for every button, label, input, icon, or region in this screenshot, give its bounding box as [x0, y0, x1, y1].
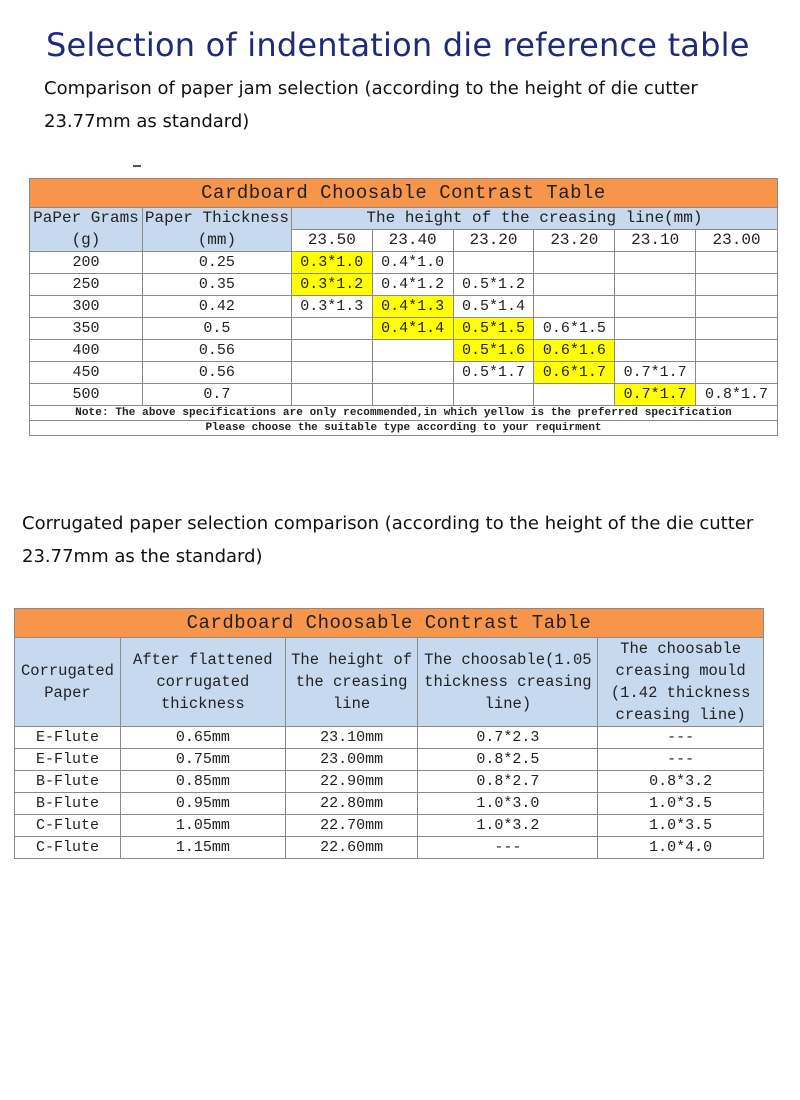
choosable-142-cell: 1.0*3.5 [598, 815, 764, 837]
spec-cell: 0.4*1.0 [372, 252, 453, 274]
choosable-105-cell: 1.0*3.2 [418, 815, 598, 837]
table-row [30, 252, 778, 274]
spec-cell [372, 384, 453, 406]
stray-dash [133, 165, 141, 167]
spec-cell [534, 296, 615, 318]
spec-cell [696, 252, 778, 274]
table-row [15, 815, 764, 837]
header-choosable-105: The choosable(1.05 thickness creasing line) [418, 638, 598, 727]
creasing-height-cell: 22.90mm [285, 771, 418, 793]
spec-cell: 0.7*1.7 [615, 362, 696, 384]
spec-cell [696, 318, 778, 340]
header-thickness: Paper Thickness [142, 208, 291, 230]
flute-type-cell: C-Flute [15, 837, 121, 859]
header-thickness-unit: (mm) [142, 230, 291, 252]
creasing-height-cell: 23.10mm [285, 727, 418, 749]
creasing-height-cell: 23.00mm [285, 749, 418, 771]
choosable-105-cell: 0.8*2.7 [418, 771, 598, 793]
spec-cell: 0.3*1.3 [291, 296, 372, 318]
choosable-142-cell: 1.0*4.0 [598, 837, 764, 859]
header-creasing-height: The height of the creasing line [285, 638, 418, 727]
grams-cell: 450 [30, 362, 143, 384]
thickness-cell: 0.25 [142, 252, 291, 274]
spec-cell: 0.5*1.2 [453, 274, 534, 296]
thickness-cell: 0.42 [142, 296, 291, 318]
flute-type-cell: B-Flute [15, 793, 121, 815]
grams-cell: 350 [30, 318, 143, 340]
spec-cell [291, 318, 372, 340]
header-choosable-142: The choosable creasing mould (1.42 thickness creasing line) [598, 638, 764, 727]
table-row [15, 837, 764, 859]
preferred-spec-cell: 0.5*1.6 [453, 340, 534, 362]
cardboard-contrast-table [29, 178, 778, 436]
grams-cell: 400 [30, 340, 143, 362]
choosable-142-cell: 0.8*3.2 [598, 771, 764, 793]
spec-cell [615, 318, 696, 340]
spec-cell: 0.4*1.2 [372, 274, 453, 296]
spec-cell [453, 384, 534, 406]
grams-cell: 250 [30, 274, 143, 296]
corrugated-contrast-table [14, 608, 764, 859]
table-row [30, 318, 778, 340]
spec-cell [696, 274, 778, 296]
preferred-spec-cell: 0.4*1.3 [372, 296, 453, 318]
table-row [30, 296, 778, 318]
preferred-spec-cell: 0.5*1.5 [453, 318, 534, 340]
thickness-cell: 0.5 [142, 318, 291, 340]
flattened-thickness-cell: 0.95mm [120, 793, 285, 815]
spec-cell [291, 362, 372, 384]
table-note: Note: The above specifications are only recommended,in which yellow is the preferred specification [30, 406, 778, 421]
header-height: 23.20 [534, 230, 615, 252]
header-height: 23.40 [372, 230, 453, 252]
table-row [15, 793, 764, 815]
preferred-spec-cell: 0.4*1.4 [372, 318, 453, 340]
choosable-105-cell: 0.7*2.3 [418, 727, 598, 749]
choosable-142-cell: 1.0*3.5 [598, 793, 764, 815]
preferred-spec-cell: 0.6*1.7 [534, 362, 615, 384]
table-row [30, 340, 778, 362]
table-caption: Cardboard Choosable Contrast Table [15, 609, 764, 638]
spec-cell [615, 252, 696, 274]
flattened-thickness-cell: 0.75mm [120, 749, 285, 771]
spec-cell: 0.8*1.7 [696, 384, 778, 406]
creasing-height-cell: 22.70mm [285, 815, 418, 837]
choosable-142-cell: --- [598, 749, 764, 771]
choosable-105-cell: 0.8*2.5 [418, 749, 598, 771]
preferred-spec-cell: 0.7*1.7 [615, 384, 696, 406]
thickness-cell: 0.35 [142, 274, 291, 296]
spec-cell: 0.6*1.5 [534, 318, 615, 340]
header-grams-unit: (g) [30, 230, 143, 252]
thickness-cell: 0.56 [142, 362, 291, 384]
spec-cell [696, 362, 778, 384]
table-row [15, 771, 764, 793]
creasing-height-cell: 22.60mm [285, 837, 418, 859]
table-note-2: Please choose the suitable type according to your requirment [30, 421, 778, 436]
spec-cell [291, 384, 372, 406]
header-flattened-thickness: After flattened corrugated thickness [120, 638, 285, 727]
spec-cell: 0.5*1.7 [453, 362, 534, 384]
spec-cell: 0.5*1.4 [453, 296, 534, 318]
table-caption: Cardboard Choosable Contrast Table [30, 179, 778, 208]
grams-cell: 300 [30, 296, 143, 318]
header-height: 23.10 [615, 230, 696, 252]
flattened-thickness-cell: 1.05mm [120, 815, 285, 837]
section1-subtitle: Comparison of paper jam selection (according to the height of die cutter 23.77mm as standard) [44, 78, 698, 132]
table-row [15, 727, 764, 749]
choosable-142-cell: --- [598, 727, 764, 749]
spec-cell [534, 384, 615, 406]
table-row [15, 749, 764, 771]
preferred-spec-cell: 0.6*1.6 [534, 340, 615, 362]
choosable-105-cell: --- [418, 837, 598, 859]
header-grams: PaPer Grams [30, 208, 143, 230]
thickness-cell: 0.7 [142, 384, 291, 406]
spec-cell [615, 274, 696, 296]
spec-cell [696, 296, 778, 318]
thickness-cell: 0.56 [142, 340, 291, 362]
table-row [30, 274, 778, 296]
grams-cell: 500 [30, 384, 143, 406]
grams-cell: 200 [30, 252, 143, 274]
spec-cell [534, 252, 615, 274]
flute-type-cell: E-Flute [15, 727, 121, 749]
header-corrugated-paper: Corrugated Paper [15, 638, 121, 727]
header-height: 23.50 [291, 230, 372, 252]
header-height-group: The height of the creasing line(mm) [291, 208, 777, 230]
section2-subtitle: Corrugated paper selection comparison (according to the height of the die cutter 23.77mm as the standard) [22, 513, 754, 567]
choosable-105-cell: 1.0*3.0 [418, 793, 598, 815]
page-title: Selection of indentation die reference table [46, 26, 750, 64]
flute-type-cell: B-Flute [15, 771, 121, 793]
creasing-height-cell: 22.80mm [285, 793, 418, 815]
spec-cell [615, 296, 696, 318]
flute-type-cell: C-Flute [15, 815, 121, 837]
flattened-thickness-cell: 0.65mm [120, 727, 285, 749]
spec-cell [453, 252, 534, 274]
spec-cell [534, 274, 615, 296]
preferred-spec-cell: 0.3*1.0 [291, 252, 372, 274]
flute-type-cell: E-Flute [15, 749, 121, 771]
spec-cell [372, 362, 453, 384]
spec-cell [615, 340, 696, 362]
spec-cell [372, 340, 453, 362]
table-row [30, 362, 778, 384]
spec-cell [291, 340, 372, 362]
spec-cell [696, 340, 778, 362]
flattened-thickness-cell: 0.85mm [120, 771, 285, 793]
header-height: 23.20 [453, 230, 534, 252]
table-row [30, 384, 778, 406]
flattened-thickness-cell: 1.15mm [120, 837, 285, 859]
preferred-spec-cell: 0.3*1.2 [291, 274, 372, 296]
header-height: 23.00 [696, 230, 778, 252]
